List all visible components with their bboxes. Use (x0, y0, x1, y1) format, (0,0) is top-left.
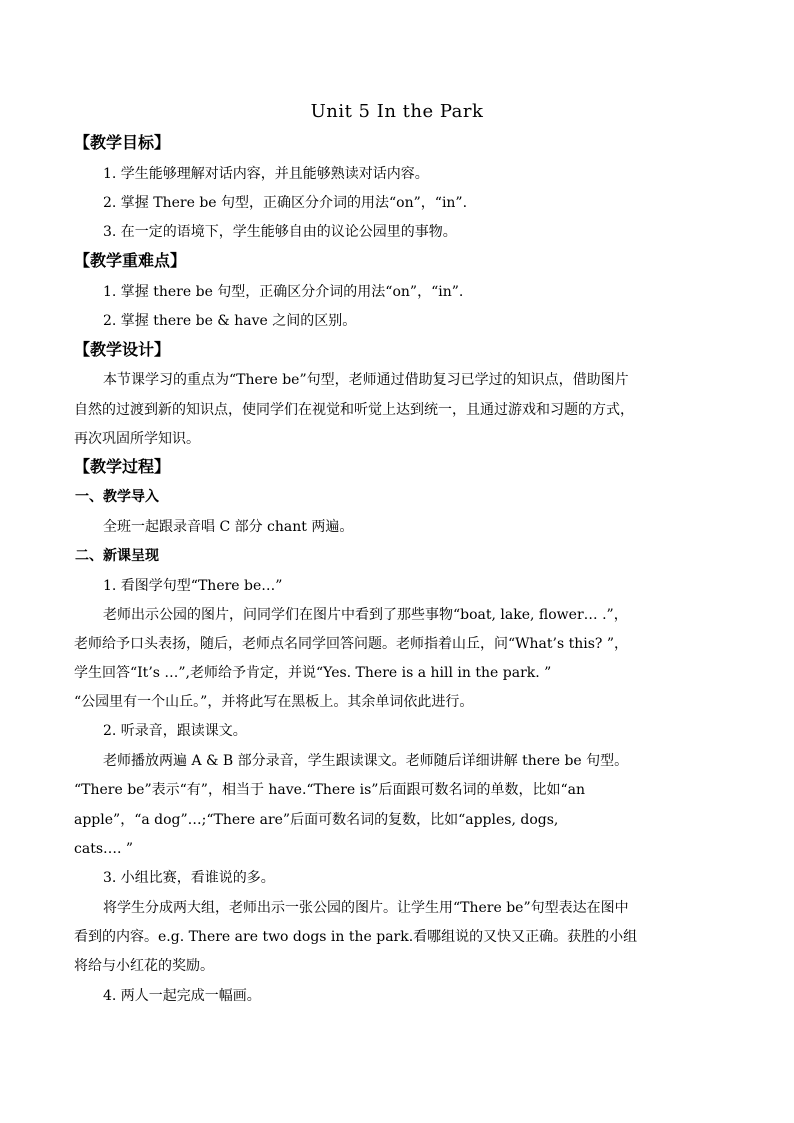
step3-line-3: 将给与小红花的奖励。 (74, 958, 214, 974)
step2-title: 2. 听录音，跟读课文。 (103, 723, 247, 739)
step1-line-2: 老师给予口头表扬，随后，老师点名同学回答问题。老师指着山丘，问“What’s this? ”， (74, 636, 629, 652)
part1-heading: 一、教学导入 (75, 489, 159, 505)
step3-line-2: 看到的内容。e.g. There are two dogs in the park.看哪组说的又快又正确。获胜的小组 (74, 929, 638, 945)
goal-item-3: 3. 在一定的语境下，学生能够自由的议论公园里的事物。 (103, 224, 457, 240)
step2-line-2: “There be”表示“有”，相当于 have.“There is”后面跟可数名词的单数，比如“an (74, 782, 585, 798)
step2-line-4: cats…. ” (74, 841, 134, 857)
step3-title: 3. 小组比赛，看谁说的多。 (103, 870, 275, 886)
part2-heading: 二、新课呈现 (75, 548, 159, 564)
design-line-3: 再次巩固所学知识。 (74, 431, 200, 447)
design-line-1: 本节课学习的重点为“There be”句型，老师通过借助复习已学过的知识点，借助图片 (103, 372, 629, 388)
key-points-heading: 【教学重难点】 (74, 251, 187, 270)
step1-line-1: 老师出示公园的图片，问同学们在图片中看到了那些事物“boat, lake, flower… .”， (103, 607, 628, 623)
key-point-1: 1. 掌握 there be 句型，正确区分介词的用法“on”，“in”. (103, 284, 464, 300)
goals-heading: 【教学目标】 (74, 133, 171, 152)
step3-line-1: 将学生分成两大组，老师出示一张公园的图片。让学生用“There be”句型表达在图中 (103, 900, 629, 916)
step2-line-3: apple”，“a dog”…;“There are”后面可数名词的复数，比如“apples, dogs, (74, 812, 559, 828)
process-heading: 【教学过程】 (74, 457, 171, 476)
part1-text: 全班一起跟录音唱 C 部分 chant 两遍。 (103, 519, 354, 535)
step1-line-3: 学生回答“It’s …”,老师给予肯定，并说“Yes. There is a hill in the park. ” (74, 665, 552, 681)
step1-line-4: “公园里有一个山丘。”，并将此写在黑板上。其余单词依此进行。 (74, 694, 474, 710)
goal-item-1: 1. 学生能够理解对话内容，并且能够熟读对话内容。 (103, 166, 429, 182)
step4-title: 4. 两人一起完成一幅画。 (103, 988, 261, 1004)
goal-item-2: 2. 掌握 There be 句型，正确区分介词的用法“on”，“in”. (103, 195, 468, 211)
step2-line-1: 老师播放两遍 A & B 部分录音，学生跟读课文。老师随后详细讲解 there be 句型。 (103, 753, 629, 769)
design-heading: 【教学设计】 (74, 340, 171, 359)
step1-title: 1. 看图学句型“There be…” (103, 578, 283, 594)
design-line-2: 自然的过渡到新的知识点，使同学们在视觉和听觉上达到统一，且通过游戏和习题的方式， (74, 402, 634, 418)
document-title: Unit 5 In the Park (310, 101, 484, 122)
key-point-2: 2. 掌握 there be & have 之间的区别。 (103, 313, 357, 329)
